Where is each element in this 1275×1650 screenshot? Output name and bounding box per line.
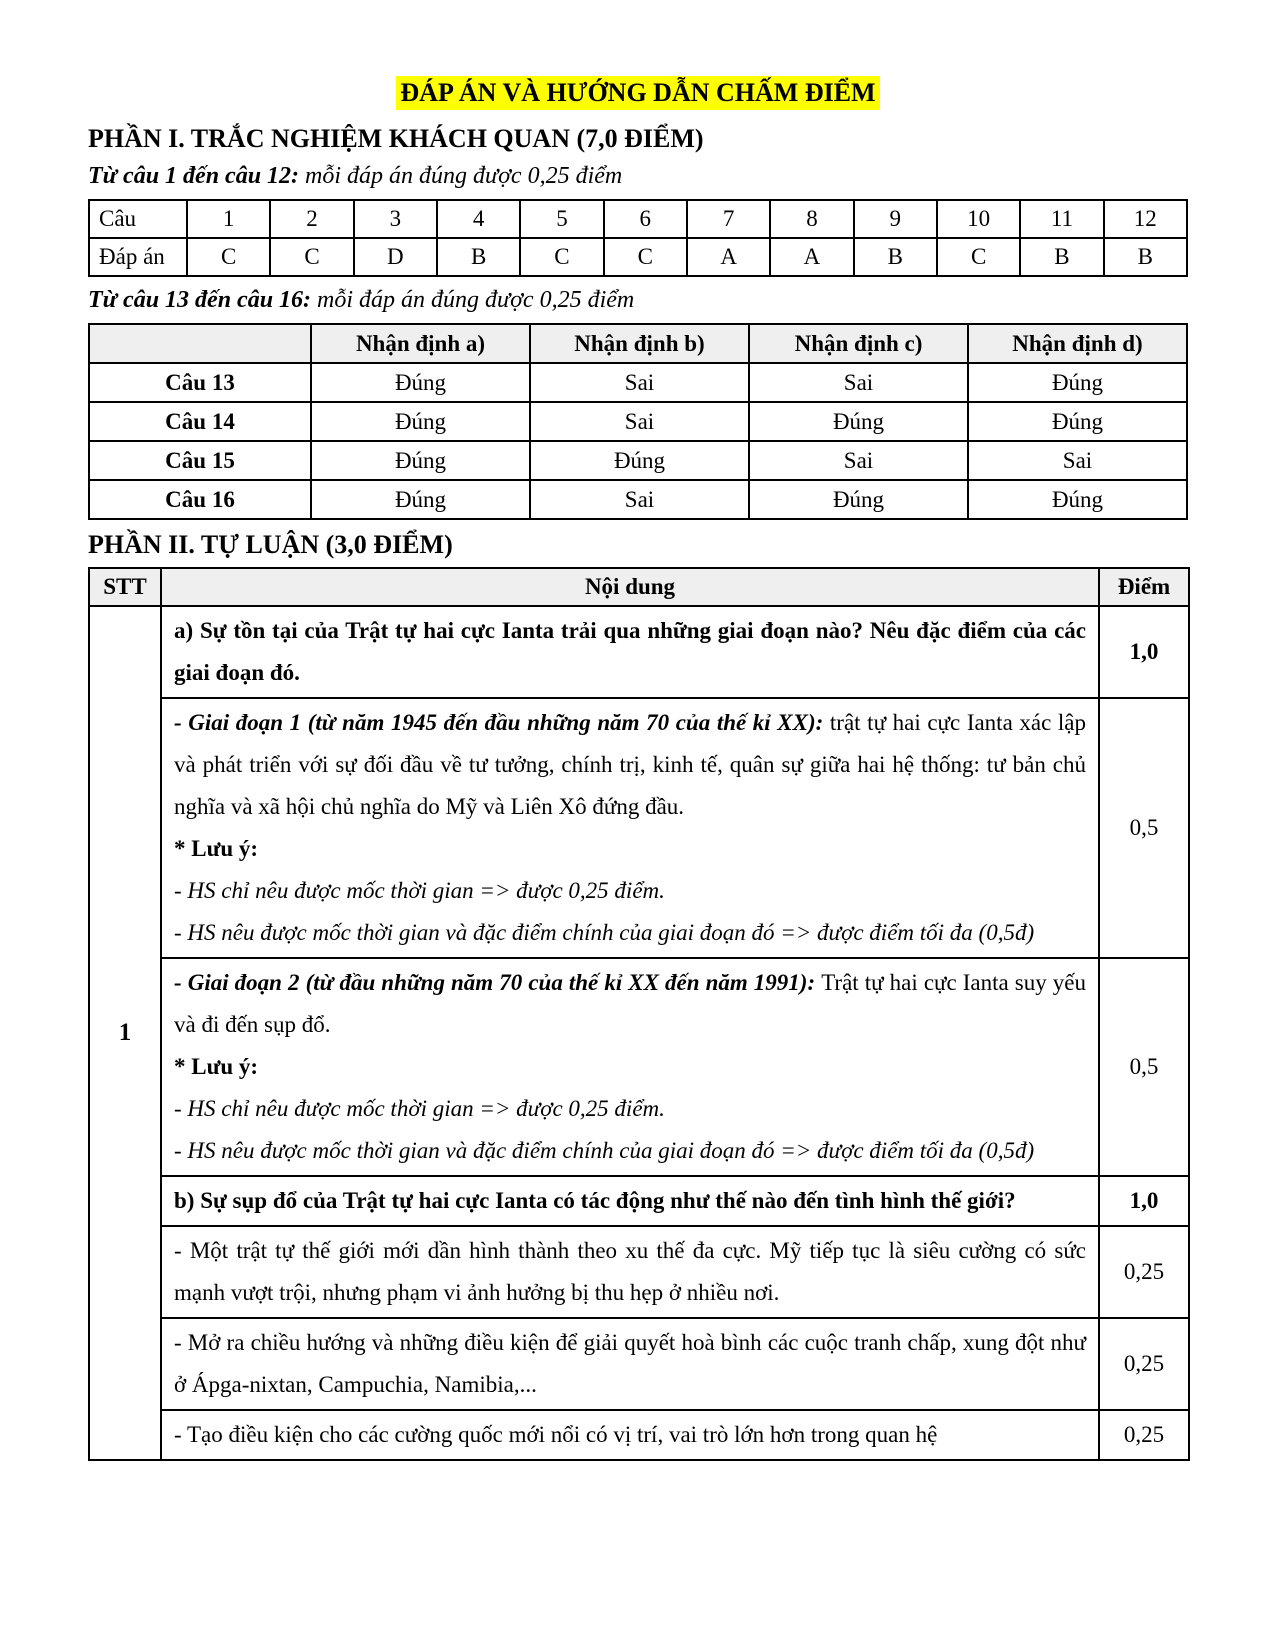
statement-header-cell: Nhận định a): [311, 324, 530, 363]
essay-row: [89, 958, 1189, 1176]
score-cell: 0,25: [1099, 1226, 1189, 1318]
question-number-cell: 1: [187, 200, 270, 238]
content-cell: [161, 1410, 1099, 1460]
question-number-cell: 2: [270, 200, 353, 238]
essay-row: [89, 1226, 1189, 1318]
content-paragraph: [174, 1130, 1086, 1172]
statement-value-cell: Đúng: [311, 441, 530, 480]
note-questions-13-16: [88, 285, 1188, 315]
content-cell: [161, 1176, 1099, 1226]
essay-row: [89, 606, 1189, 698]
content-paragraph: [174, 1414, 1086, 1456]
statement-value-cell: Sai: [749, 441, 968, 480]
score-cell: 1,0: [1099, 1176, 1189, 1226]
statement-header-cell: Nhận định d): [968, 324, 1187, 363]
title-row: [88, 76, 1188, 114]
statement-answer-table: [88, 323, 1188, 520]
statement-row: [89, 480, 1187, 519]
content-paragraph: [174, 962, 1086, 1046]
stt-cell: 1: [89, 606, 161, 1460]
statement-header-row: [89, 324, 1187, 363]
text-segment: - Một trật tự thế giới mới dần hình thành theo xu thế đa cực. Mỹ tiếp tục là siêu cường có sức mạnh vượt trội, nhưng phạm vi ảnh hưởng bị thu hẹp ở nhiều nơi.: [174, 1238, 1086, 1305]
answer-cell: B: [437, 238, 520, 276]
question-number-cell: 7: [687, 200, 770, 238]
text-segment: - HS nêu được mốc thời gian và đặc điểm chính của giai đoạn đó => được điểm tối đa (0,5đ): [174, 920, 1035, 945]
essay-grading-table: [88, 567, 1190, 1461]
content-paragraph: [174, 702, 1086, 828]
statement-value-cell: Đúng: [968, 363, 1187, 402]
statement-row: [89, 363, 1187, 402]
text-segment: - HS chỉ nêu được mốc thời gian => được 0,25 điểm.: [174, 878, 665, 903]
score-cell: 1,0: [1099, 606, 1189, 698]
note-rest: mỗi đáp án đúng được 0,25 điểm: [299, 163, 623, 189]
question-number-cell: 11: [1020, 200, 1103, 238]
question-number-cell: 6: [604, 200, 687, 238]
statement-value-cell: Đúng: [968, 402, 1187, 441]
text-segment: - Giai đoạn 1 (từ năm 1945 đến đầu những năm 70 của thế kỉ XX):: [174, 710, 830, 735]
answer-cell: A: [687, 238, 770, 276]
question-number-cell: 4: [437, 200, 520, 238]
score-cell: 0,25: [1099, 1318, 1189, 1410]
answer-cell: D: [354, 238, 437, 276]
answer-cell: C: [187, 238, 270, 276]
question-row-label: Câu: [89, 200, 187, 238]
answer-cell: B: [854, 238, 937, 276]
content-cell: [161, 698, 1099, 958]
question-number-cell: 9: [854, 200, 937, 238]
essay-header-row: [89, 568, 1189, 606]
answer-cell: B: [1104, 238, 1187, 276]
text-segment: - HS nêu được mốc thời gian và đặc điểm chính của giai đoạn đó => được điểm tối đa (0,5đ): [174, 1138, 1035, 1163]
statement-row-label: Câu 15: [89, 441, 311, 480]
content-cell: [161, 958, 1099, 1176]
answer-row-label: Đáp án: [89, 238, 187, 276]
part2-heading: PHẦN II. TỰ LUẬN (3,0 ĐIỂM): [88, 530, 453, 559]
score-cell: 0,5: [1099, 958, 1189, 1176]
page-title: ĐÁP ÁN VÀ HƯỚNG DẪN CHẤM ĐIỂM: [396, 76, 879, 110]
statement-row-label: Câu 14: [89, 402, 311, 441]
answer-cell: A: [770, 238, 853, 276]
multiple-choice-answer-table: [88, 199, 1188, 277]
answer-cell: B: [1020, 238, 1103, 276]
question-number-cell: 12: [1104, 200, 1187, 238]
content-paragraph: [174, 828, 1086, 870]
statement-value-cell: Đúng: [530, 441, 749, 480]
content-cell: [161, 606, 1099, 698]
answer-cell: C: [937, 238, 1020, 276]
statement-header-empty-cell: [89, 324, 311, 363]
score-cell: 0,5: [1099, 698, 1189, 958]
statement-value-cell: Đúng: [311, 402, 530, 441]
text-segment: * Lưu ý:: [174, 836, 259, 861]
question-number-cell: 5: [520, 200, 603, 238]
mc-answer-row: [89, 238, 1187, 276]
content-paragraph: [174, 912, 1086, 954]
question-number-cell: 3: [354, 200, 437, 238]
content-paragraph: [174, 1322, 1086, 1406]
statement-value-cell: Đúng: [311, 363, 530, 402]
part1-heading: PHẦN I. TRẮC NGHIỆM KHÁCH QUAN (7,0 ĐIỂM): [88, 124, 704, 153]
statement-value-cell: Sai: [530, 363, 749, 402]
statement-row: [89, 402, 1187, 441]
statement-header-cell: Nhận định b): [530, 324, 749, 363]
text-segment: - HS chỉ nêu được mốc thời gian => được 0,25 điểm.: [174, 1096, 665, 1121]
statement-value-cell: Đúng: [749, 480, 968, 519]
score-cell: 0,25: [1099, 1410, 1189, 1460]
content-paragraph: [174, 1230, 1086, 1314]
text-segment: - Tạo điều kiện cho các cường quốc mới nổi có vị trí, vai trò lớn hơn trong quan hệ: [174, 1422, 938, 1447]
essay-row: [89, 1410, 1189, 1460]
statement-value-cell: Đúng: [311, 480, 530, 519]
content-paragraph: [174, 1046, 1086, 1088]
answer-cell: C: [270, 238, 353, 276]
mc-question-row: [89, 200, 1187, 238]
stt-header-cell: STT: [89, 568, 161, 606]
essay-row: [89, 698, 1189, 958]
statement-value-cell: Sai: [530, 402, 749, 441]
content-paragraph: [174, 1088, 1086, 1130]
score-header-cell: Điểm: [1099, 568, 1189, 606]
text-segment: Trật tự hai cực Ianta suy yếu và đi đến sụp đổ.: [174, 970, 1086, 1037]
question-number-cell: 10: [937, 200, 1020, 238]
note-lead: Từ câu 1 đến câu 12:: [88, 163, 300, 189]
text-segment: - Giai đoạn 2 (từ đầu những năm 70 của thế kỉ XX đến năm 1991):: [174, 970, 822, 995]
answer-cell: C: [520, 238, 603, 276]
note-questions-1-12: [88, 161, 1188, 191]
statement-header-cell: Nhận định c): [749, 324, 968, 363]
content-paragraph: [174, 610, 1086, 694]
note-rest: mỗi đáp án đúng được 0,25 điểm: [311, 287, 635, 313]
question-number-cell: 8: [770, 200, 853, 238]
text-segment: - Mở ra chiều hướng và những điều kiện để giải quyết hoà bình các cuộc tranh chấp, xung đột như ở Ápga-nixtan, Campuchia, Namibia,...: [174, 1330, 1086, 1397]
statement-value-cell: Đúng: [749, 402, 968, 441]
statement-row-label: Câu 16: [89, 480, 311, 519]
statement-row: [89, 441, 1187, 480]
content-paragraph: [174, 1180, 1086, 1222]
statement-value-cell: Đúng: [968, 480, 1187, 519]
essay-row: [89, 1318, 1189, 1410]
content-cell: [161, 1318, 1099, 1410]
text-segment: a) Sự tồn tại của Trật tự hai cực Ianta trải qua những giai đoạn nào? Nêu đặc điểm của các giai đoạn đó.: [174, 618, 1086, 685]
statement-value-cell: Sai: [530, 480, 749, 519]
note-lead: Từ câu 13 đến câu 16:: [88, 287, 312, 313]
content-header-cell: Nội dung: [161, 568, 1099, 606]
answer-cell: C: [604, 238, 687, 276]
content-paragraph: [174, 870, 1086, 912]
statement-value-cell: Sai: [968, 441, 1187, 480]
text-segment: * Lưu ý:: [174, 1054, 259, 1079]
statement-row-label: Câu 13: [89, 363, 311, 402]
essay-row: [89, 1176, 1189, 1226]
text-segment: b) Sự sụp đổ của Trật tự hai cực Ianta có tác động như thế nào đến tình hình thế giới?: [174, 1188, 1016, 1213]
text-segment: trật tự hai cực Ianta xác lập và phát triển với sự đối đầu về tư tưởng, chính trị, kinh tế, quân sự giữa hai hệ thống: tư bản chủ nghĩa và xã hội chủ nghĩa do Mỹ và Liên Xô đứng đầu.: [174, 710, 1087, 819]
content-cell: [161, 1226, 1099, 1318]
statement-value-cell: Sai: [749, 363, 968, 402]
